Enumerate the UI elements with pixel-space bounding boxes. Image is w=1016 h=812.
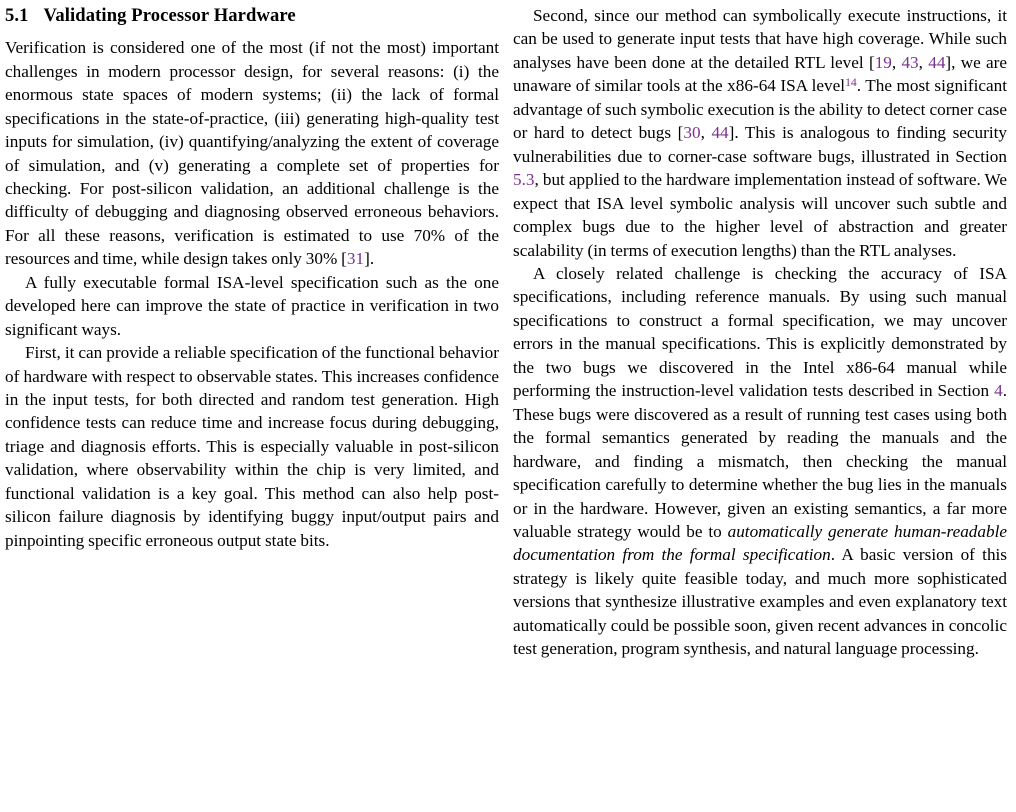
citation-link[interactable]: 19 (874, 52, 892, 72)
section-title: Validating Processor Hardware (43, 5, 296, 26)
body-text: A closely related challenge is checking the accuracy of ISA specifications, including reference manuals. By using such manual specifications to construct a formal specification, we may uncover errors in the manual specifications. This is explicitly demonstrated by the two bugs we discovered in the Intel x86-64 manual while performing the instruction-level validation tests described in Section (513, 263, 1007, 401)
body-text: A fully executable formal ISA-level specification such as the one developed here can improve the state of practice in verification in two significant ways. (5, 272, 499, 339)
right-column (513, 4, 1007, 812)
footnote-ref-link[interactable]: 14 (845, 76, 857, 90)
emphasis-text: automatically generate human-readable documentation from the formal specification (513, 521, 1007, 565)
section-heading (5, 4, 499, 27)
section-number: 5.1 (5, 5, 29, 26)
citation-link[interactable]: 43 (901, 52, 919, 72)
paragraph-spec-improvement (5, 271, 499, 341)
body-text: , (891, 52, 902, 72)
body-text: . A basic version of this strategy is likely quite feasible today, and much more sophisticated versions that synthesize illustrative examples and even explanatory text automatically could be possible soon, given recent advances in concolic test generation, program synthesis, and natural language processing. (513, 545, 1008, 659)
body-text: ]. (364, 249, 375, 269)
body-text: Second, since our method can symbolically execute instructions, it can be used to generate input tests that have high coverage. While such analyses have been done at the detailed RTL level [ (513, 6, 1007, 72)
paragraph-second-benefit (513, 4, 1007, 262)
paragraph-manual-accuracy (513, 262, 1007, 661)
body-text: First, it can provide a reliable specification of the functional behavior of hardware with respect to observable states. This increases confidence in the input tests, for both directed and random test generation. High confidence tests can reduce time and increase focus during debugging, triage and diagnosis efforts. This is especially valuable in post-silicon validation, where observability within the chip is very limited, and functional validation is a key goal. This method can also help post-silicon failure diagnosis by identifying buggy input/output pairs and pinpointing specific erroneous output state bits. (5, 343, 499, 550)
body-text: Verification is considered one of the most (if not the most) important challenges in modern processor design, for several reasons: (i) the enormous state spaces of modern systems; (ii) the lack of formal specifications in the state-of-practice, (iii) generating high-quality test inputs for simulation, (iv) quantifying/analyzing the extent of coverage of simulation, and (v) generating a complete set of properties for checking. For post-silicon validation, an additional challenge is the difficulty of debugging and diagnosing observed erroneous behaviors. For all these reasons, verification is estimated to use 70% of the resources and time, while design takes only 30% [ (5, 38, 499, 269)
left-column (5, 4, 499, 812)
section-ref-link[interactable]: 4 (994, 381, 1003, 401)
body-text: ], we are unaware of similar tools at the x86-64 ISA level (513, 52, 1007, 96)
citation-link[interactable]: 30 (683, 123, 701, 143)
body-text: , (700, 123, 712, 143)
section-ref-link[interactable]: 5.3 (513, 170, 535, 190)
citation-link[interactable]: 44 (928, 52, 946, 72)
citation-link[interactable]: 44 (711, 123, 729, 143)
citation-link[interactable]: 31 (346, 249, 365, 269)
paragraph-first-benefit (5, 341, 499, 552)
body-text: , but applied to the hardware implementation instead of software. We expect that ISA level symbolic analysis will uncover such subtle and complex bugs due to the higher level of abstraction and greater scalability (in terms of execution lengths) than the RTL analyses. (513, 170, 1007, 260)
body-text: , (918, 52, 929, 72)
body-text: . The most significant advantage of such symbolic execution is the ability to detect corner case or hard to detect bugs [ (513, 76, 1007, 143)
paragraph-verification-challenges (5, 36, 499, 271)
body-text: ]. This is analogous to finding security vulnerabilities due to corner-case software bugs, illustrated in Section (513, 123, 1007, 166)
body-text: . These bugs were discovered as a result of running test cases using both the formal semantics generated by reading the manuals and the hardware, and finding a mismatch, then checking the manual specification carefully to determine whether the bug lies in the manuals or in the hardware. However, given an existing semantics, a far more valuable strategy would be to (513, 381, 1007, 541)
